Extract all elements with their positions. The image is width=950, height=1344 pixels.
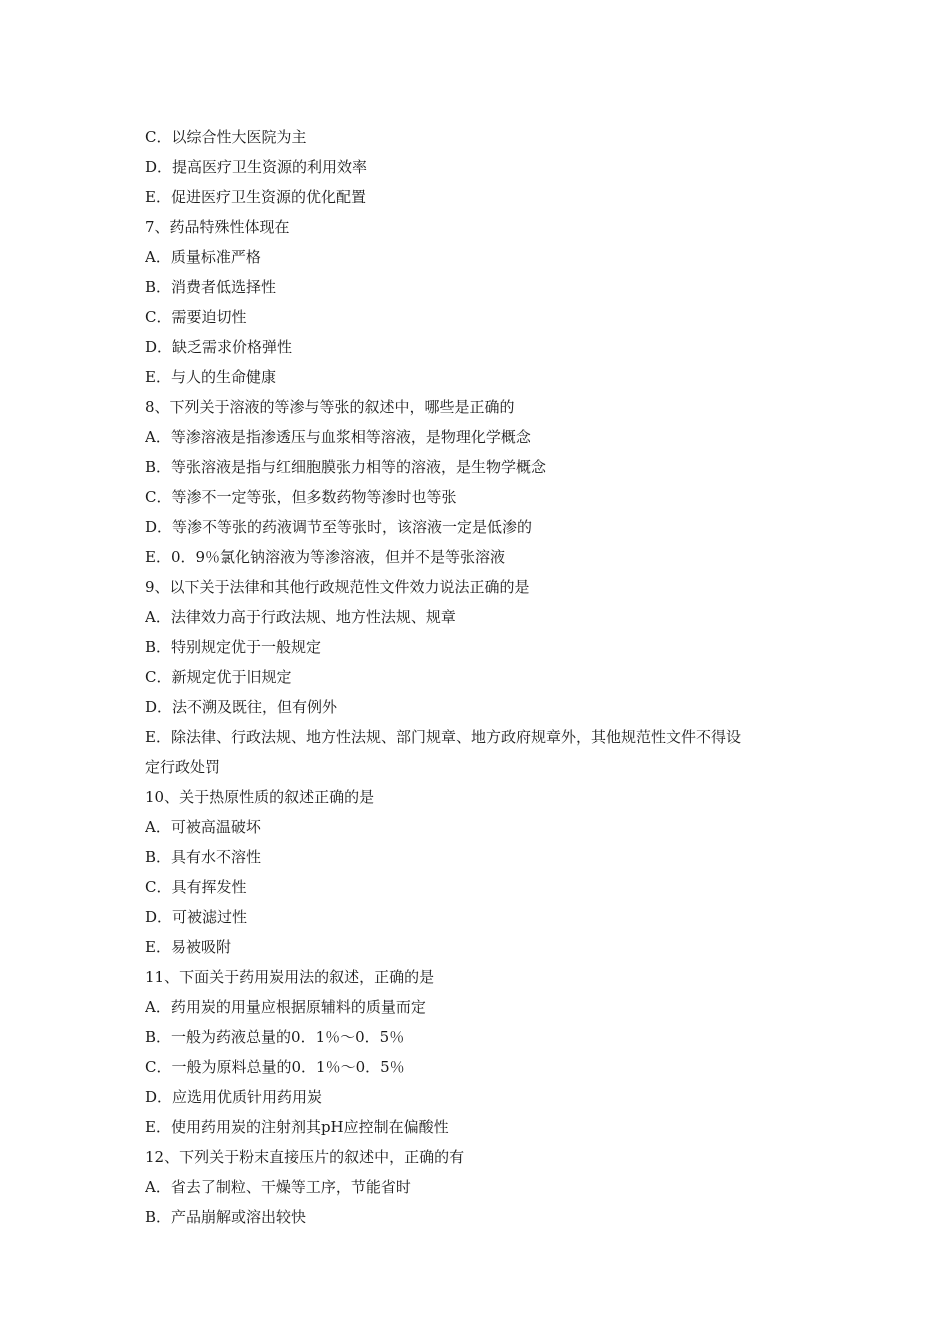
text-line: C．需要迫切性 — [145, 308, 247, 326]
text-line: A．法律效力高于行政法规、地方性法规、规章 — [145, 608, 456, 626]
text-line: B．一般为药液总量的0．1％～0．5％ — [145, 1028, 405, 1046]
text-line: C．等渗不一定等张，但多数药物等渗时也等张 — [145, 488, 457, 506]
question-9: 9、以下关于法律和其他行政规范性文件效力说法正确的是 — [145, 578, 530, 596]
text-line: B．特别规定优于一般规定 — [145, 638, 322, 656]
text-line: E．0．9％氯化钠溶液为等渗溶液，但并不是等张溶液 — [145, 548, 506, 566]
text-line: D．法不溯及既往，但有例外 — [145, 698, 338, 716]
text-line: A．质量标准严格 — [145, 248, 261, 266]
text-line: B．消费者低选择性 — [145, 278, 277, 296]
text-line: E．除法律、行政法规、地方性法规、部门规章、地方政府规章外，其他规范性文件不得设 — [145, 728, 741, 746]
question-7: 7、药品特殊性体现在 — [145, 218, 290, 236]
text-line: C．具有挥发性 — [145, 878, 247, 896]
text-line: A．可被高温破坏 — [145, 818, 261, 836]
text-line: A．省去了制粒、干燥等工序，节能省时 — [145, 1178, 411, 1196]
text-line: D．应选用优质针用药用炭 — [145, 1088, 323, 1106]
text-line: A．药用炭的用量应根据原辅料的质量而定 — [145, 998, 426, 1016]
text-line: C．一般为原料总量的0．1％～0．5％ — [145, 1058, 405, 1076]
text-line: C．新规定优于旧规定 — [145, 668, 292, 686]
text-line: E．使用药用炭的注射剂其pH应控制在偏酸性 — [145, 1118, 449, 1136]
text-line: D．缺乏需求价格弹性 — [145, 338, 293, 356]
text-line: A．等渗溶液是指渗透压与血浆相等溶液，是物理化学概念 — [145, 428, 531, 446]
question-12: 12、下列关于粉末直接压片的叙述中，正确的有 — [145, 1148, 465, 1166]
text-line: E．与人的生命健康 — [145, 368, 276, 386]
text-line: E．易被吸附 — [145, 938, 231, 956]
document-page — [145, 122, 815, 1232]
text-line: D．等渗不等张的药液调节至等张时，该溶液一定是低渗的 — [145, 518, 533, 536]
question-11: 11、下面关于药用炭用法的叙述，正确的是 — [145, 968, 435, 986]
text-line: B．等张溶液是指与红细胞膜张力相等的溶液，是生物学概念 — [145, 458, 547, 476]
text-line: B．具有水不溶性 — [145, 848, 262, 866]
text-line: B．产品崩解或溶出较快 — [145, 1208, 307, 1226]
question-8: 8、下列关于溶液的等渗与等张的叙述中，哪些是正确的 — [145, 398, 515, 416]
text-line: C．以综合性大医院为主 — [145, 128, 307, 146]
text-line: E．促进医疗卫生资源的优化配置 — [145, 188, 366, 206]
text-line: 定行政处罚 — [145, 758, 221, 776]
text-line: D．提高医疗卫生资源的利用效率 — [145, 158, 368, 176]
question-10: 10、关于热原性质的叙述正确的是 — [145, 788, 375, 806]
text-line: D．可被滤过性 — [145, 908, 248, 926]
